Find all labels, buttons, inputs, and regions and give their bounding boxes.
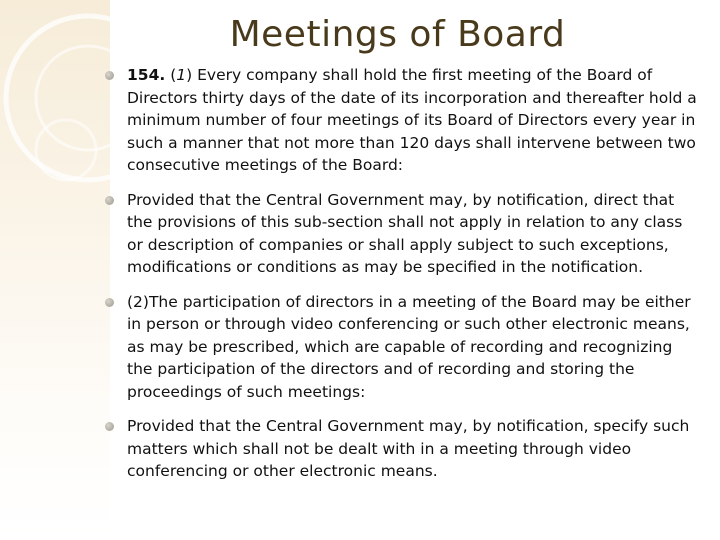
slide-title: Meetings of Board bbox=[229, 14, 566, 55]
subsection-number: 1 bbox=[176, 66, 187, 84]
list-item bbox=[101, 189, 701, 279]
section-number: 154. bbox=[127, 66, 166, 84]
item-body: Every company shall hold the first meeting of the Board of Directors thirty days of the date of its incorporation and thereafter hold a minimum number of four meetings of its Board of Directors every year in such a manner that not more than 120 days shall intervene between two consecutive meetings of the Board: bbox=[127, 66, 697, 174]
list-item bbox=[101, 64, 701, 177]
bullet-list bbox=[101, 64, 701, 495]
subsection-close-paren: ) bbox=[186, 66, 193, 84]
list-item bbox=[101, 291, 701, 404]
list-item-text: (2)The participation of directors in a meeting of the Board may be either in person or through video conferencing or such other electronic means, as may be prescribed, which are capable of recording and recognizing the participation of the directors and of recording and storing the proceedings of such meetings: bbox=[127, 292, 691, 401]
list-item-text: Provided that the Central Government may, by notification, direct that the provisions of this sub-section shall not apply in relation to any class or description of companies or shall apply subject to such exceptions, modifications or conditions as may be specified in the notification. bbox=[127, 190, 683, 276]
bullet-dot-icon bbox=[105, 422, 114, 431]
list-item bbox=[101, 415, 701, 483]
bullet-dot-icon bbox=[105, 71, 114, 80]
subsection-open-paren: ( bbox=[170, 66, 177, 84]
list-item-text bbox=[127, 64, 701, 177]
bullet-dot-icon bbox=[105, 298, 114, 307]
bullet-dot-icon bbox=[105, 196, 114, 205]
list-item-text: Provided that the Central Government may, by notification, specify such matters which shall not be dealt with in a meeting through video conferencing or other electronic means. bbox=[127, 417, 690, 480]
